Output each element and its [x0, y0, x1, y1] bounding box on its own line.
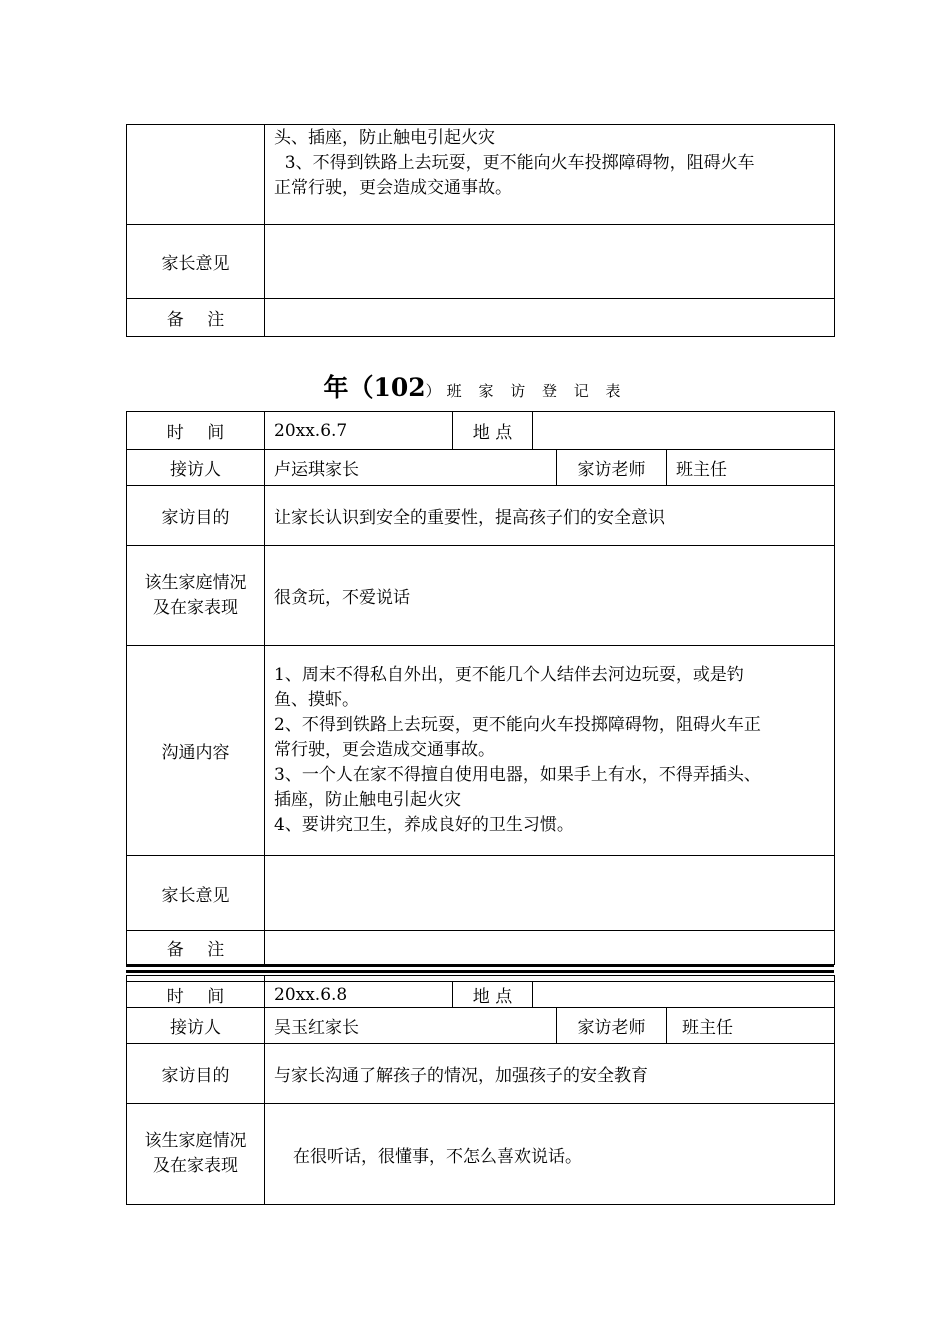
family-label-line: 及在家表现: [153, 1156, 238, 1176]
separator-line: [126, 964, 834, 967]
content-line: 4、要讲究卫生，养成良好的卫生习惯。: [274, 815, 574, 835]
visit-table-2: [126, 975, 835, 1205]
purpose-label: 家访目的: [127, 1044, 265, 1104]
parent-opinion-value: [265, 225, 835, 299]
content-line: 3、一个人在家不得擅自使用电器，如果手上有水，不得弄插头、: [274, 765, 761, 785]
parent-opinion-label: 家长意见: [127, 225, 265, 299]
visitee-value: 吴玉红家长: [265, 1008, 557, 1044]
content-line: 常行驶，更会造成交通事故。: [274, 740, 495, 760]
content-line: 头、插座，防止触电引起火灾: [274, 128, 495, 148]
visitee-label: 接访人: [127, 450, 265, 486]
place-value: [533, 982, 835, 1008]
parent-opinion-label: 家长意见: [127, 856, 265, 931]
teacher-label: 家访老师: [557, 1008, 667, 1044]
family-label-line: 该生家庭情况: [144, 572, 247, 593]
content-line: 3、不得到铁路上去玩耍，更不能向火车投掷障碍物，阻碍火车: [274, 153, 755, 173]
time-label: 时 间: [127, 982, 265, 1008]
purpose-value: 让家长认识到安全的重要性，提高孩子们的安全意识: [265, 486, 835, 546]
visit-table-1: [126, 411, 835, 965]
content-label: 沟通内容: [127, 646, 265, 856]
form-title: [0, 368, 950, 404]
content-line: 2、不得到铁路上去玩耍，更不能向火车投掷障碍物，阻碍火车正: [274, 715, 761, 735]
teacher-label: 家访老师: [557, 450, 667, 486]
remark-label: 备 注: [127, 931, 265, 965]
remark-label: 备 注: [127, 299, 265, 337]
visitee-label: 接访人: [127, 1008, 265, 1044]
separator-line: [126, 970, 834, 973]
remark-value: [265, 931, 835, 965]
family-value: 在很听话，很懂事，不怎么喜欢说话。: [265, 1104, 835, 1205]
top-visit-table: [126, 124, 835, 337]
content-cell: [265, 125, 835, 225]
place-label: 地 点: [453, 982, 533, 1008]
place-label: 地 点: [453, 412, 533, 450]
time-value: 20xx.6.8: [265, 982, 453, 1008]
time-value: 20xx.6.7: [265, 412, 453, 450]
content-line: 插座，防止触电引起火灾: [274, 790, 461, 810]
place-value: [533, 412, 835, 450]
family-label: [127, 1104, 265, 1205]
content-line: 正常行驶，更会造成交通事故。: [274, 178, 512, 198]
family-label-line: 及在家表现: [153, 597, 238, 618]
visitee-value: 卢运琪家长: [265, 450, 557, 486]
purpose-label: 家访目的: [127, 486, 265, 546]
time-label: 时 间: [127, 412, 265, 450]
parent-opinion-value: [265, 856, 835, 931]
family-label-line: 该生家庭情况: [144, 1131, 247, 1151]
title-sub: ）班 家 访 登 记 表: [425, 382, 627, 400]
remark-value: [265, 299, 835, 337]
label-cell-empty: [127, 125, 265, 225]
teacher-value: 班主任: [667, 1008, 835, 1044]
content-line: 鱼、摸虾。: [274, 690, 359, 710]
purpose-value: 与家长沟通了解孩子的情况，加强孩子的安全教育: [265, 1044, 835, 1104]
teacher-value: 班主任: [667, 450, 835, 486]
family-value: 很贪玩，不爱说话: [265, 546, 835, 646]
content-value: [265, 646, 835, 856]
content-line: 1、周末不得私自外出，更不能几个人结伴去河边玩耍，或是钓: [274, 665, 744, 685]
title-main: 年（102: [323, 373, 426, 402]
family-label: [127, 546, 265, 646]
